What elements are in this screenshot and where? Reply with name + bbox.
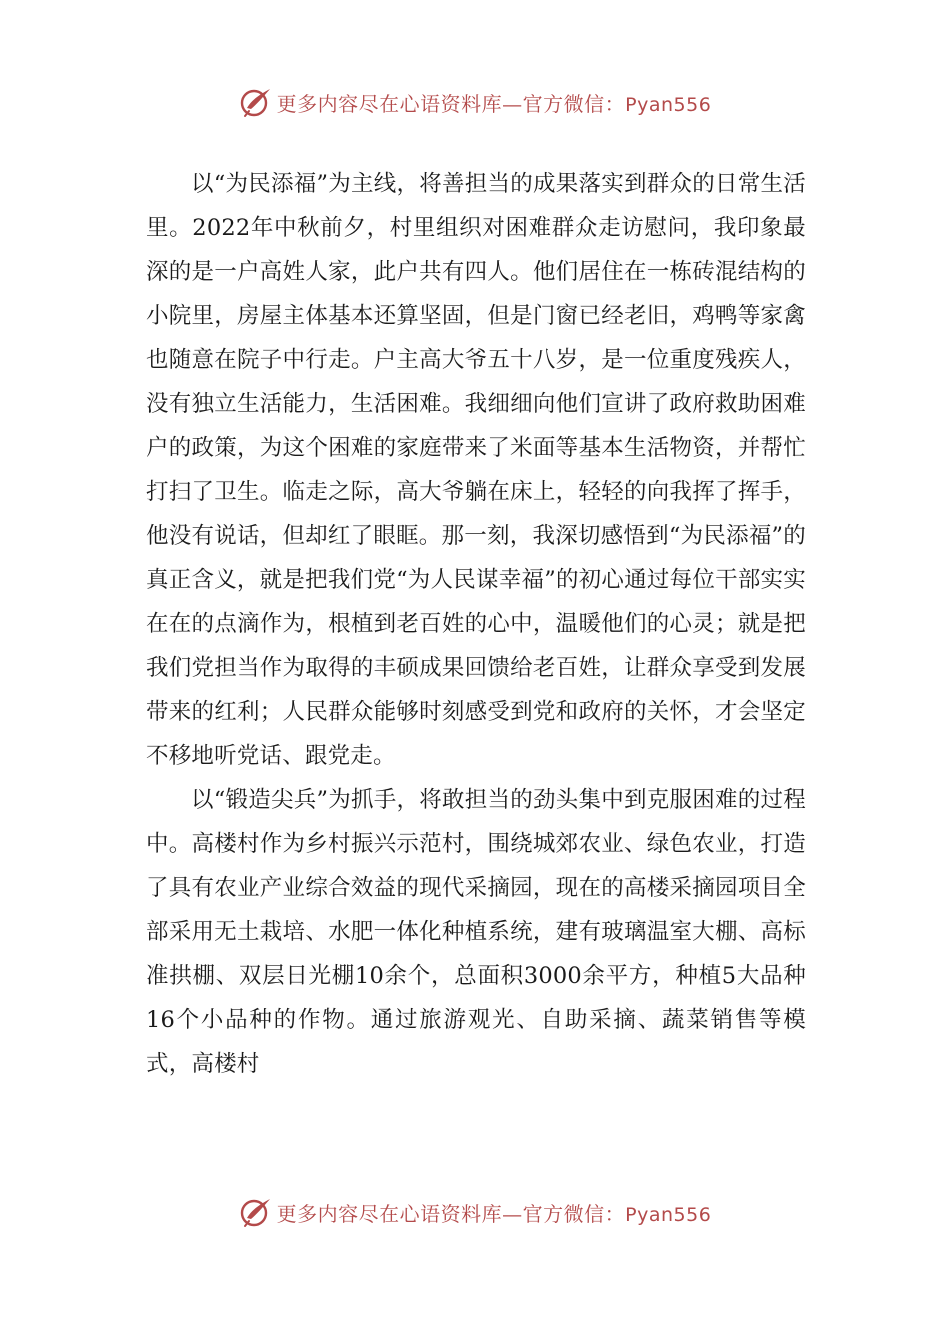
quill-seal-icon xyxy=(239,1195,273,1229)
footer-watermark-label: 更多内容尽在心语资料库—官方微信： xyxy=(276,1201,626,1226)
footer-watermark xyxy=(0,1192,950,1232)
header-watermark-label: 更多内容尽在心语资料库—官方微信： xyxy=(276,91,626,116)
header-watermark xyxy=(0,82,950,122)
quill-seal-icon xyxy=(239,85,273,119)
document-body xyxy=(146,162,806,1086)
header-contact-id: Pyan556 xyxy=(625,93,712,116)
header-watermark-text xyxy=(277,88,712,117)
footer-watermark-text xyxy=(277,1198,712,1227)
paragraph-1: 以“为民添福”为主线，将善担当的成果落实到群众的日常生活里。2022年中秋前夕，村里组织对困难群众走访慰问，我印象最深的是一户高姓人家，此户共有四人。他们居住在一栋砖混结构的小院里，房屋主体基本还算坚固，但是门窗已经老旧，鸡鸭等家禽也随意在院子中行走。户主高大爷五十八岁，是一位重度残疾人，没有独立生活能力，生活困难。我细细向他们宣讲了政府救助困难户的政策，为这个困难的家庭带来了米面等基本生活物资，并帮忙打扫了卫生。临走之际，高大爷躺在床上，轻轻的向我挥了挥手，他没有说话，但却红了眼眶。那一刻，我深切感悟到“为民添福”的真正含义，就是把我们党“为人民谋幸福”的初心通过每位干部实实在在的点滴作为，根植到老百姓的心中，温暖他们的心灵；就是把我们党担当作为取得的丰硕成果回馈给老百姓，让群众享受到发展带来的红利；人民群众能够时刻感受到党和政府的关怀，才会坚定不移地听党话、跟党走。 xyxy=(146,171,806,769)
footer-contact-id: Pyan556 xyxy=(625,1203,712,1226)
paragraph-2: 以“锻造尖兵”为抓手，将敢担当的劲头集中到克服困难的过程中。高楼村作为乡村振兴示范村，围绕城郊农业、绿色农业，打造了具有农业产业综合效益的现代采摘园，现在的高楼采摘园项目全部采用无土栽培、水肥一体化种植系统，建有玻璃温室大棚、高标准拱棚、双层日光棚10余个，总面积3000余平方，种植5大品种16个小品种的作物。通过旅游观光、自助采摘、蔬菜销售等模式，高楼村 xyxy=(146,787,806,1077)
